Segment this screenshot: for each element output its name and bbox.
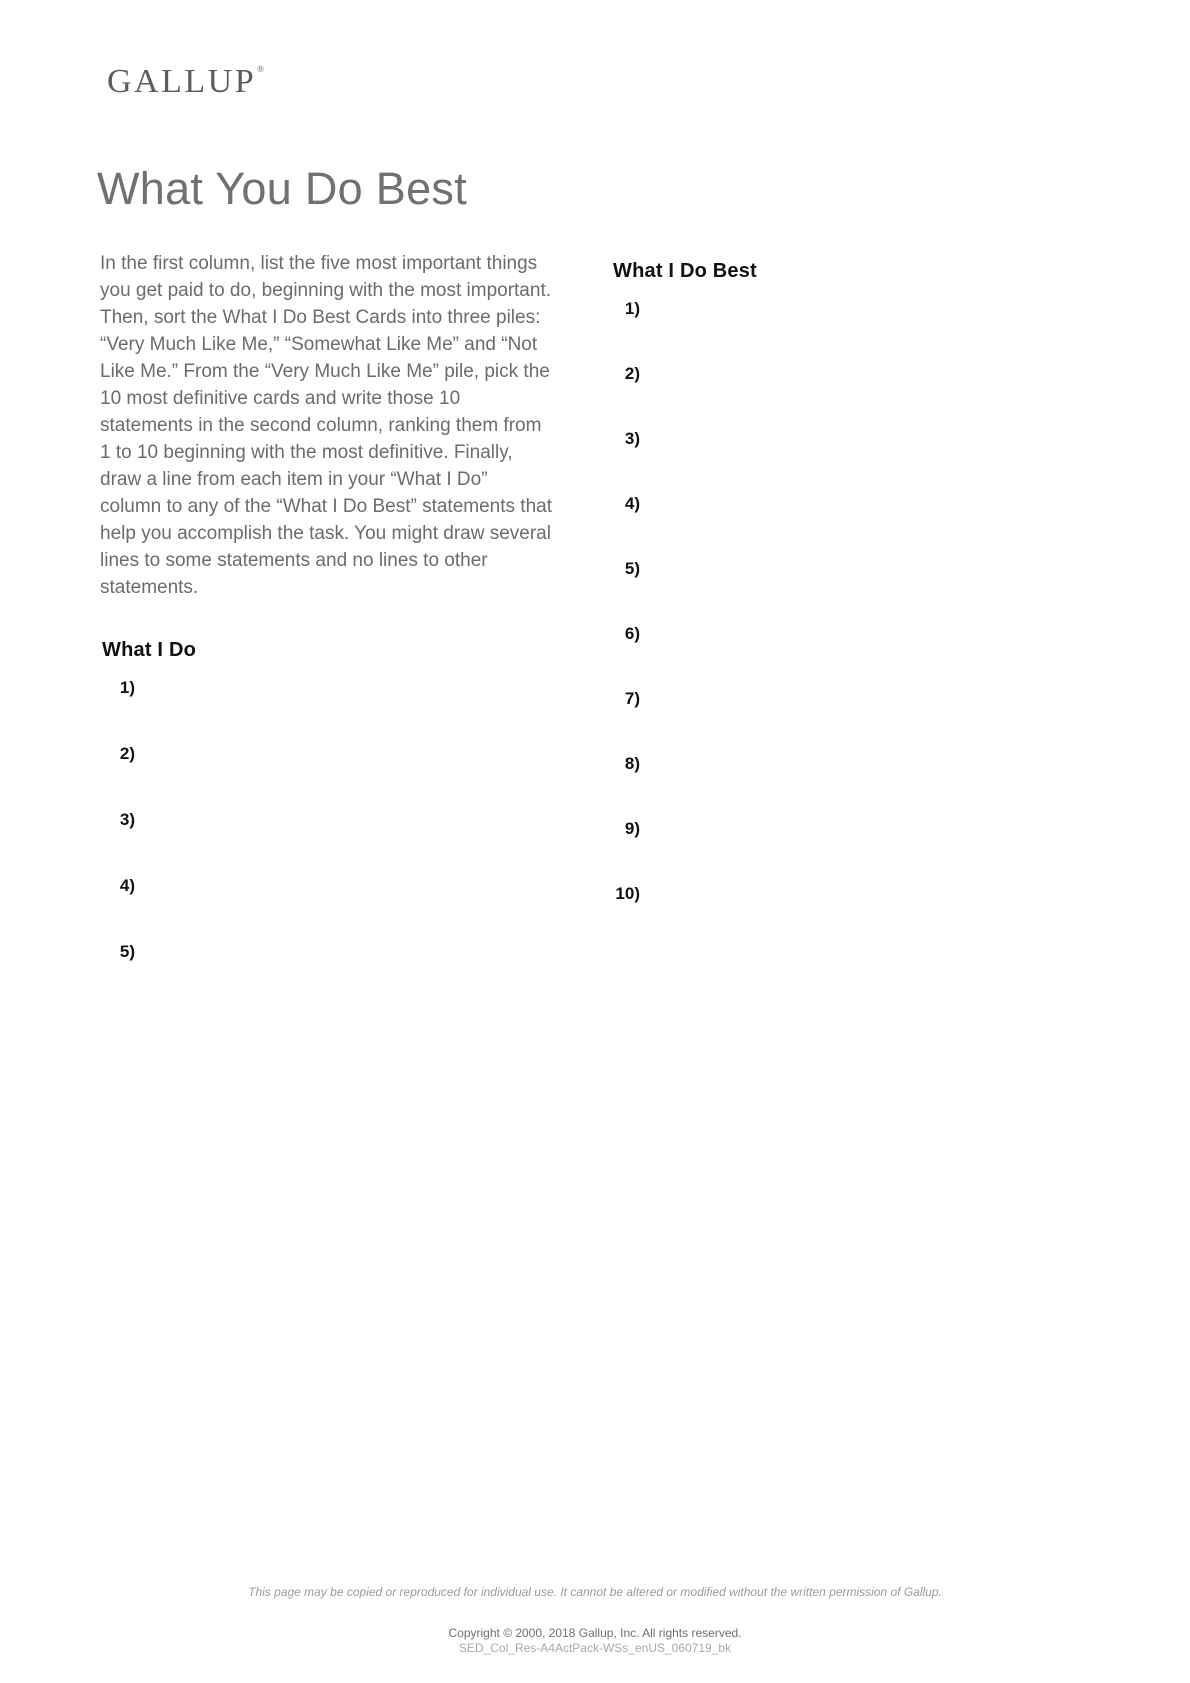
item-number: 3)	[119, 810, 135, 829]
item-number: 4)	[624, 494, 640, 513]
item-number: 1)	[624, 299, 640, 318]
item-number: 5)	[624, 559, 640, 578]
what-i-do-best-item-10	[560, 884, 640, 905]
gallup-logo	[107, 63, 264, 101]
item-number: 3)	[624, 429, 640, 448]
page-title: What You Do Best	[97, 163, 468, 214]
what-i-do-best-list	[560, 299, 640, 949]
what-i-do-best-item-7	[560, 689, 640, 710]
what-i-do-best-item-1	[560, 299, 640, 320]
what-i-do-item-4	[100, 876, 135, 897]
item-number: 7)	[624, 689, 640, 708]
what-i-do-item-2	[100, 744, 135, 765]
item-number: 2)	[624, 364, 640, 383]
what-i-do-item-1	[100, 678, 135, 699]
what-i-do-best-item-9	[560, 819, 640, 840]
permission-notice: This page may be copied or reproduced for individual use. It cannot be altered or modified without the written permission of Gallup.	[248, 1585, 942, 1599]
what-i-do-list	[100, 678, 135, 1008]
what-i-do-best-item-4	[560, 494, 640, 515]
item-number: 1)	[119, 678, 135, 697]
what-i-do-best-item-5	[560, 559, 640, 580]
item-number: 6)	[624, 624, 640, 643]
item-number: 9)	[624, 819, 640, 838]
what-i-do-best-heading: What I Do Best	[613, 260, 757, 282]
what-i-do-heading: What I Do	[102, 639, 197, 661]
copyright-line: Copyright © 2000, 2018 Gallup, Inc. All rights reserved.	[448, 1626, 742, 1640]
what-i-do-best-item-3	[560, 429, 640, 450]
what-i-do-item-5	[100, 942, 135, 963]
item-number: 10)	[615, 884, 640, 903]
what-i-do-best-item-6	[560, 624, 640, 645]
item-number: 4)	[119, 876, 135, 895]
item-number: 5)	[119, 942, 135, 961]
item-number: 2)	[119, 744, 135, 763]
item-number: 8)	[624, 754, 640, 773]
what-i-do-item-3	[100, 810, 135, 831]
what-i-do-best-item-2	[560, 364, 640, 385]
what-i-do-best-item-8	[560, 754, 640, 775]
document-code: SED_Col_Res-A4ActPack-WSs_enUS_060719_bk	[458, 1641, 732, 1655]
registered-trademark-icon: ®	[257, 64, 264, 74]
gallup-logo-text: GALLUP	[107, 63, 257, 100]
intro-paragraph: In the first column, list the five most important things you get paid to do, beginning with the most important. Then, sort the What I Do Best Cards into three piles: “Very Much Like Me,” “Somewhat Like Me” and “Not Like Me.” From the “Very Much Like Me” pile, pick the 10 most definitive cards and write those 10 statements in the second column, ranking them from 1 to 10 beginning with the most definitive. Finally, draw a line from each item in your “What I Do” column to any of the “What I Do Best” statements that help you accomplish the task. You might draw several lines to some statements and no lines to other statements.	[100, 253, 552, 598]
